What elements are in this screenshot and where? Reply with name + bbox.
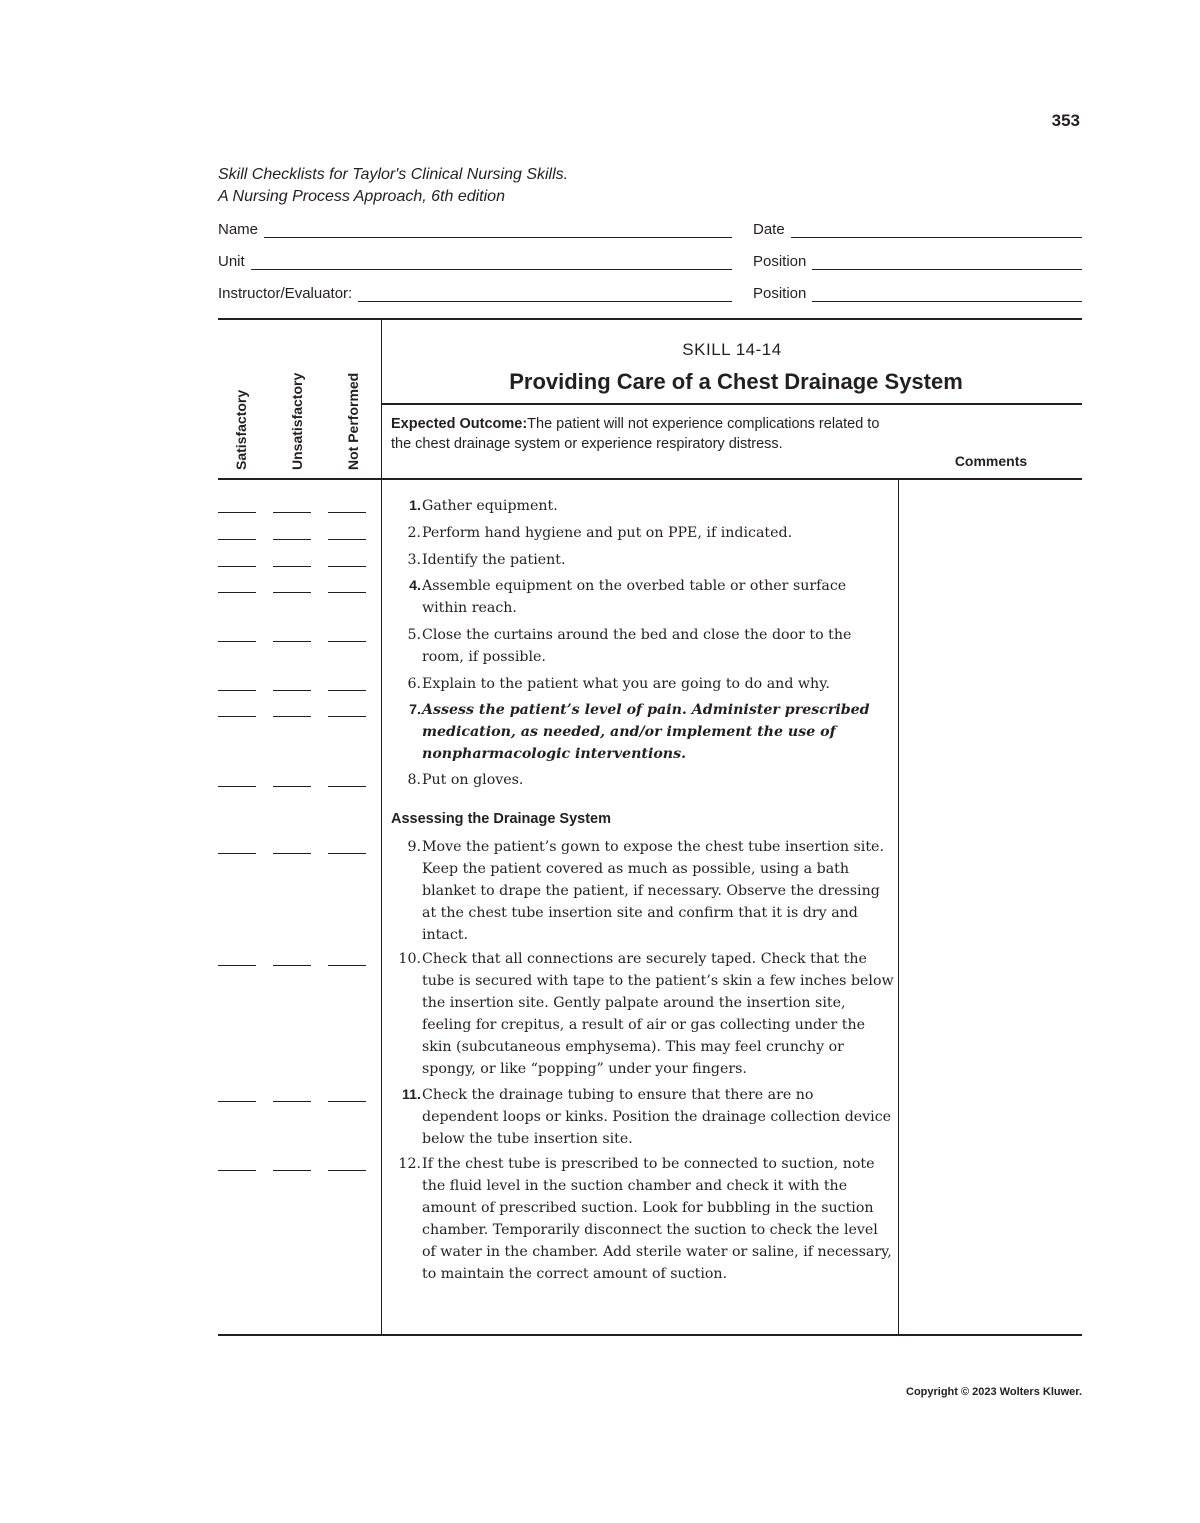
satisfactory-blank[interactable] bbox=[218, 1170, 256, 1171]
not-performed-blank[interactable] bbox=[328, 539, 366, 540]
book-title-line-2: A Nursing Process Approach, 6th edition bbox=[218, 188, 505, 205]
not-performed-blank[interactable] bbox=[328, 566, 366, 567]
copyright: Copyright © 2023 Wolters Kluwer. bbox=[906, 1386, 1082, 1398]
name-date-row bbox=[218, 218, 1082, 238]
not-performed-blank[interactable] bbox=[328, 512, 366, 513]
instructor-field[interactable] bbox=[218, 282, 732, 302]
step-text: If the chest tube is prescribed to be connected to suction, note the fluid level in the suction chamber and check it with the amount of prescribed suction. Look for bubbling in the suction chamber. Temporarily disconnect the suction to check the level of water in the chamber. Add sterile water or saline, if necessary, to maintain the correct amount of suction. bbox=[422, 1156, 892, 1282]
comments-header: Comments bbox=[954, 453, 1028, 469]
title-rule bbox=[382, 403, 1082, 405]
expected-outcome-text: The patient will not experience complications related to the chest drainage system or experience respiratory distress. bbox=[391, 416, 880, 452]
step-3 bbox=[389, 549, 894, 571]
unit-label: Unit bbox=[218, 253, 245, 270]
satisfactory-blank[interactable] bbox=[218, 716, 256, 717]
table-bottom-rule bbox=[218, 1334, 1082, 1336]
satisfactory-blank[interactable] bbox=[218, 853, 256, 854]
step-number: 11. bbox=[402, 1087, 421, 1103]
not-performed-blank[interactable] bbox=[328, 786, 366, 787]
not-performed-blank[interactable] bbox=[328, 1170, 366, 1171]
not-performed-blank[interactable] bbox=[328, 853, 366, 854]
satisfactory-blank[interactable] bbox=[218, 690, 256, 691]
unsatisfactory-blank[interactable] bbox=[273, 1170, 311, 1171]
step-5 bbox=[389, 624, 894, 665]
satisfactory-blank[interactable] bbox=[218, 566, 256, 567]
step-text: Check that all connections are securely taped. Check that the tube is secured with tape to the patient’s skin a few inches below the insertion site. Gently palpate around the insertion site, feeling for crepitus, a result of air or gas collecting under the skin (subcutaneous emphysema). This may feel crunchy or spongy, or like “popping” under your fingers. bbox=[422, 951, 894, 1077]
expected-outcome bbox=[391, 415, 901, 454]
step-number: 4. bbox=[409, 578, 421, 594]
comments-divider bbox=[898, 479, 899, 1335]
unsatisfactory-blank[interactable] bbox=[273, 786, 311, 787]
position-label-1: Position bbox=[753, 253, 807, 270]
expected-outcome-label: Expected Outcome: bbox=[391, 416, 528, 432]
unsatisfactory-blank[interactable] bbox=[273, 641, 311, 642]
column-divider bbox=[381, 319, 382, 1335]
step-number: 5. bbox=[407, 627, 421, 643]
step-10 bbox=[389, 948, 894, 1077]
name-line[interactable] bbox=[264, 224, 732, 238]
unsatisfactory-blank[interactable] bbox=[273, 690, 311, 691]
unsatisfactory-blank[interactable] bbox=[273, 716, 311, 717]
step-8 bbox=[389, 769, 894, 791]
position-label-2: Position bbox=[753, 285, 807, 302]
position-field-1[interactable] bbox=[753, 250, 1082, 270]
step-number: 12. bbox=[398, 1156, 421, 1172]
step-text: Identify the patient. bbox=[422, 552, 566, 568]
not-performed-blank[interactable] bbox=[328, 690, 366, 691]
satisfactory-blank[interactable] bbox=[218, 641, 256, 642]
step-number: 1. bbox=[409, 498, 421, 514]
step-text: Close the curtains around the bed and close the door to the room, if possible. bbox=[422, 627, 852, 665]
step-number: 9. bbox=[407, 839, 421, 855]
step-4 bbox=[389, 575, 894, 616]
step-number: 6. bbox=[407, 676, 421, 692]
instructor-position-row bbox=[218, 282, 1082, 302]
page-number: 353 bbox=[1051, 111, 1080, 130]
unsatisfactory-blank[interactable] bbox=[273, 965, 311, 966]
not-performed-blank[interactable] bbox=[328, 965, 366, 966]
not-performed-blank[interactable] bbox=[328, 592, 366, 593]
not-performed-header: Not Performed bbox=[345, 372, 361, 470]
step-text: Gather equipment. bbox=[422, 498, 558, 514]
step-text: Check the drainage tubing to ensure that there are no dependent loops or kinks. Position the drainage collection device below the tube insertion site. bbox=[422, 1087, 892, 1147]
book-title bbox=[218, 164, 568, 208]
step-6 bbox=[389, 673, 894, 695]
unsatisfactory-blank[interactable] bbox=[273, 539, 311, 540]
satisfactory-blank[interactable] bbox=[218, 786, 256, 787]
step-text: Put on gloves. bbox=[422, 772, 524, 788]
unsatisfactory-blank[interactable] bbox=[273, 853, 311, 854]
unsatisfactory-blank[interactable] bbox=[273, 592, 311, 593]
step-text: Explain to the patient what you are going to do and why. bbox=[422, 676, 830, 692]
skill-title: Providing Care of a Chest Drainage System bbox=[509, 369, 963, 394]
skill-number: SKILL 14-14 bbox=[682, 340, 782, 359]
step-12 bbox=[389, 1153, 894, 1282]
not-performed-blank[interactable] bbox=[328, 1101, 366, 1102]
step-11 bbox=[389, 1084, 894, 1147]
instructor-label: Instructor/Evaluator: bbox=[218, 285, 353, 302]
step-number: 8. bbox=[407, 772, 421, 788]
satisfactory-header: Satisfactory bbox=[233, 389, 249, 470]
position-line-2[interactable] bbox=[812, 288, 1082, 302]
name-label: Name bbox=[218, 221, 259, 238]
header-bottom-rule bbox=[218, 478, 1082, 480]
step-text: Move the patient’s gown to expose the chest tube insertion site. Keep the patient covered as much as possible, using a bath blanket to drape the patient, if necessary. Observe the dressing at the chest tube insertion site and confirm that it is dry and intact. bbox=[422, 839, 884, 943]
satisfactory-blank[interactable] bbox=[218, 512, 256, 513]
section-header: Assessing the Drainage System bbox=[391, 811, 612, 827]
position-line-1[interactable] bbox=[812, 256, 1082, 270]
table-top-rule bbox=[218, 318, 1082, 320]
unit-line[interactable] bbox=[251, 256, 732, 270]
step-7 bbox=[389, 699, 894, 762]
step-text: Perform hand hygiene and put on PPE, if indicated. bbox=[422, 525, 793, 541]
unsatisfactory-blank[interactable] bbox=[273, 1101, 311, 1102]
step-9 bbox=[389, 836, 894, 943]
instructor-line[interactable] bbox=[358, 288, 732, 302]
step-2 bbox=[389, 522, 894, 544]
unit-position-row bbox=[218, 250, 1082, 270]
book-title-line-1: Skill Checklists for Taylor's Clinical Nursing Skills. bbox=[218, 166, 569, 183]
date-field[interactable] bbox=[753, 218, 1082, 238]
step-1 bbox=[389, 495, 894, 517]
step-number: 10. bbox=[398, 951, 421, 967]
step-number: 2. bbox=[407, 525, 421, 541]
step-text: Assemble equipment on the overbed table or other surface within reach. bbox=[422, 578, 847, 616]
not-performed-blank[interactable] bbox=[328, 641, 366, 642]
unit-field[interactable] bbox=[218, 250, 732, 270]
date-label: Date bbox=[753, 221, 785, 238]
step-number: 3. bbox=[407, 552, 421, 568]
step-number: 7. bbox=[409, 702, 421, 718]
unsatisfactory-header: Unsatisfactory bbox=[289, 372, 305, 470]
not-performed-blank[interactable] bbox=[328, 716, 366, 717]
satisfactory-blank[interactable] bbox=[218, 592, 256, 593]
satisfactory-blank[interactable] bbox=[218, 965, 256, 966]
date-line[interactable] bbox=[791, 224, 1082, 238]
unsatisfactory-blank[interactable] bbox=[273, 512, 311, 513]
position-field-2[interactable] bbox=[753, 282, 1082, 302]
step-text: Assess the patient’s level of pain. Administer prescribed medication, as needed, and/or implement the use of nonpharmacologic interventions. bbox=[422, 702, 870, 762]
name-field[interactable] bbox=[218, 218, 732, 238]
satisfactory-blank[interactable] bbox=[218, 1101, 256, 1102]
unsatisfactory-blank[interactable] bbox=[273, 566, 311, 567]
satisfactory-blank[interactable] bbox=[218, 539, 256, 540]
